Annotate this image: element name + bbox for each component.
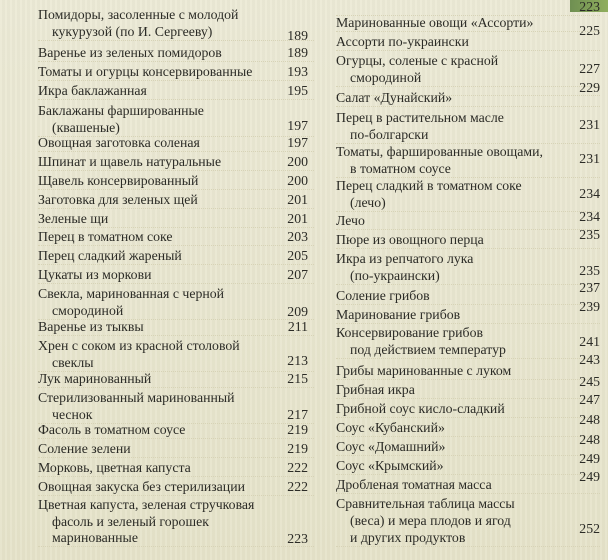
toc-row-divider	[336, 31, 600, 32]
toc-entry-title: Томаты, фаршированные овощами,	[336, 144, 543, 159]
toc-page-number: 225	[579, 23, 600, 38]
toc-entry-title-continuation: смородиной	[52, 302, 124, 318]
toc-row-divider	[336, 436, 600, 437]
toc-entry-title: Лечо	[336, 213, 365, 228]
toc-entry-title: Заготовка для зеленых щей	[38, 192, 198, 207]
toc-entry-title: Баклажаны фаршированные	[38, 103, 204, 118]
toc-entry-title-continuation: и других продуктов	[350, 529, 466, 545]
toc-entry-title: Пюре из овощного перца	[336, 232, 484, 247]
toc-page-number: 219	[287, 441, 308, 456]
toc-page-number: 227	[579, 61, 600, 76]
toc-page-number: 223	[287, 531, 308, 546]
toc-row-divider	[38, 99, 314, 100]
toc-row-divider	[336, 546, 600, 547]
toc-entry-title-continuation: (лечо)	[350, 194, 386, 210]
toc-row-divider	[336, 358, 600, 359]
toc-entry-title: Икра из репчатого лука	[336, 251, 474, 266]
toc-entry-title: Морковь, цветная капуста	[38, 460, 191, 475]
toc-page-number: 200	[287, 173, 308, 188]
toc-entry-title: Цветная капуста, зеленая стручковая	[38, 497, 255, 512]
toc-row-divider	[336, 50, 600, 51]
toc-page-number: 249	[579, 469, 600, 484]
toc-entry-title: Томаты и огурцы консервированные	[38, 64, 253, 79]
toc-entry-title-continuation: под действием температур	[350, 341, 506, 357]
toc-page-number: 205	[287, 248, 308, 263]
toc-entry-title: Варенье из тыквы	[38, 319, 144, 334]
toc-page-number: 245	[579, 374, 600, 389]
toc-page-number: 217	[287, 407, 308, 422]
toc-row-divider	[38, 387, 314, 388]
toc-row-divider	[38, 283, 314, 284]
toc-row-divider	[336, 417, 600, 418]
toc-entry-title-continuation: по-болгарски	[350, 126, 429, 142]
toc-row-divider	[38, 476, 314, 477]
toc-entry-title: Фасоль в томатном соусе	[38, 422, 186, 437]
toc-page-number: 237	[579, 280, 600, 295]
toc-entry-title-continuation: кукурузой (по И. Сергееву)	[52, 23, 213, 39]
toc-page-number: 215	[287, 371, 308, 386]
toc-page-number: 189	[287, 28, 308, 43]
toc-row-divider	[336, 86, 600, 87]
toc-entry-title-continuation: смородиной	[350, 69, 422, 85]
toc-page-number: 239	[579, 299, 600, 314]
toc-row-divider	[336, 229, 600, 230]
toc-page-number: 189	[287, 45, 308, 60]
toc-entry-title: Маринование грибов	[336, 307, 461, 322]
toc-page-number: 234	[579, 209, 600, 224]
toc-row-divider	[336, 211, 600, 212]
toc-entry-title-continuation: чеснок	[52, 406, 93, 422]
toc-entry-title: Соус «Кубанский»	[336, 420, 445, 435]
toc-entry-title: Грибы маринованные с луком	[336, 363, 512, 378]
toc-page-number: 247	[579, 392, 600, 407]
toc-row-divider	[38, 151, 314, 152]
toc-page-number: 211	[287, 319, 308, 334]
toc-entry-title-continuation: фасоль и зеленый горошек	[52, 513, 209, 529]
toc-entry-title: Помидоры, засоленные с молодой	[38, 7, 239, 22]
toc-page-number: 248	[579, 412, 600, 427]
toc-entry-title-continuation: (веса) и мера плодов и ягод	[350, 512, 511, 528]
toc-entry-title: Соление зелени	[38, 441, 131, 456]
toc-entry-title: Грибная икра	[336, 382, 415, 397]
toc-page-number: 207	[287, 267, 308, 282]
toc-page-number: 235	[579, 263, 600, 278]
toc-entry-title-continuation: (квашеные)	[52, 119, 120, 135]
toc-row-divider	[336, 304, 600, 305]
toc-row-divider	[38, 264, 314, 265]
toc-page-number: 201	[287, 211, 308, 226]
toc-entry-title: Сравнительная таблица массы	[336, 496, 515, 511]
toc-entry-title: Ассорти по-украински	[336, 34, 469, 49]
toc-entry-title-continuation: маринованные	[52, 530, 138, 545]
toc-row-divider	[38, 80, 314, 81]
toc-entry-title: Соление грибов	[336, 288, 430, 303]
toc-page-number: 252	[579, 521, 600, 536]
toc-entry-title: Консервирование грибов	[336, 325, 483, 340]
toc-row-divider	[336, 248, 600, 249]
toc-entry-title-continuation: (по-украински)	[350, 267, 440, 283]
toc-row-divider	[38, 208, 314, 209]
toc-entry-title: Варенье из зеленых помидоров	[38, 45, 222, 60]
toc-entry-title: Огурцы, соленые с красной	[336, 53, 499, 68]
toc-page-number: 195	[287, 83, 308, 98]
toc-entry-title: Зеленые щи	[38, 211, 109, 226]
toc-page-number: 201	[287, 192, 308, 207]
toc-page-number: 234	[579, 186, 600, 201]
toc-page-number: 223	[579, 0, 600, 14]
toc-row-divider	[336, 379, 600, 380]
toc-entry-title: Икра баклажанная	[38, 83, 147, 98]
toc-row-divider	[336, 398, 600, 399]
toc-page-number: 231	[579, 117, 600, 132]
toc-entry-title: Грибной соус кисло-сладкий	[336, 401, 505, 416]
toc-page-number: 243	[579, 352, 600, 367]
toc-row-divider	[336, 106, 600, 107]
toc-row-divider	[336, 284, 600, 285]
toc-row-divider	[38, 189, 314, 190]
toc-page-number: 213	[287, 353, 308, 368]
toc-entry-title: Соус «Крымский»	[336, 458, 444, 473]
toc-entry-title: Щавель консервированный	[38, 173, 199, 188]
toc-page-number: 209	[287, 304, 308, 319]
toc-page-number: 229	[579, 80, 600, 95]
toc-row-divider	[38, 438, 314, 439]
toc-entry-title: Перец сладкий в томатном соке	[336, 178, 522, 193]
toc-entry-title: Лук маринованный	[38, 371, 152, 386]
toc-page-number: 235	[579, 227, 600, 242]
toc-page-number: 193	[287, 64, 308, 79]
toc-entry-title: Стерилизованный маринованный	[38, 390, 235, 405]
toc-row-divider	[38, 61, 314, 62]
toc-entry-title: Овощная закуска без стерилизации	[38, 479, 245, 494]
toc-row-divider	[38, 335, 314, 336]
toc-page-number: 222	[287, 479, 308, 494]
toc-row-divider	[38, 546, 314, 547]
toc-entry-title: Соус «Домашний»	[336, 439, 446, 454]
toc-entry-title: Перец в растительном масле	[336, 110, 504, 125]
toc-row-divider	[38, 40, 314, 41]
toc-page-number: 219	[287, 422, 308, 437]
toc-entry-title: Цукаты из моркови	[38, 267, 152, 282]
toc-entry-title: Перец в томатном соке	[38, 229, 173, 244]
toc-page-number: 249	[579, 451, 600, 466]
toc-row-divider	[336, 474, 600, 475]
toc-entry-title-continuation: в томатном соусе	[350, 160, 451, 176]
toc-entry-title: Перец сладкий жареный	[38, 248, 182, 263]
toc-entry-title: Дробленая томатная масса	[336, 477, 492, 492]
toc-page-number: 231	[579, 151, 600, 166]
toc-entry-title: Свекла, маринованная с черной	[38, 286, 225, 301]
toc-row-divider	[336, 493, 600, 494]
toc-entry-title: Шпинат и щавель натуральные	[38, 154, 222, 169]
toc-row-divider	[38, 457, 314, 458]
toc-row-divider	[336, 455, 600, 456]
toc-entry-title: Маринованные овощи «Ассорти»	[336, 15, 534, 30]
toc-entry-title: Овощная заготовка соленая	[38, 135, 200, 150]
toc-page-number: 248	[579, 432, 600, 447]
toc-page-number: 222	[287, 460, 308, 475]
toc-page-number: 203	[287, 229, 308, 244]
toc-page-number: 197	[287, 118, 308, 133]
toc-entry-title-continuation: свеклы	[52, 354, 94, 370]
toc-entry-title: Салат «Дунайский»	[336, 90, 453, 105]
toc-row-divider	[38, 245, 314, 246]
toc-entry-title: Хрен с соком из красной столовой	[38, 338, 240, 353]
toc-page-number: 241	[579, 334, 600, 349]
toc-page-number: 200	[287, 154, 308, 169]
toc-page-number: 197	[287, 135, 308, 150]
toc-row-divider	[38, 170, 314, 171]
